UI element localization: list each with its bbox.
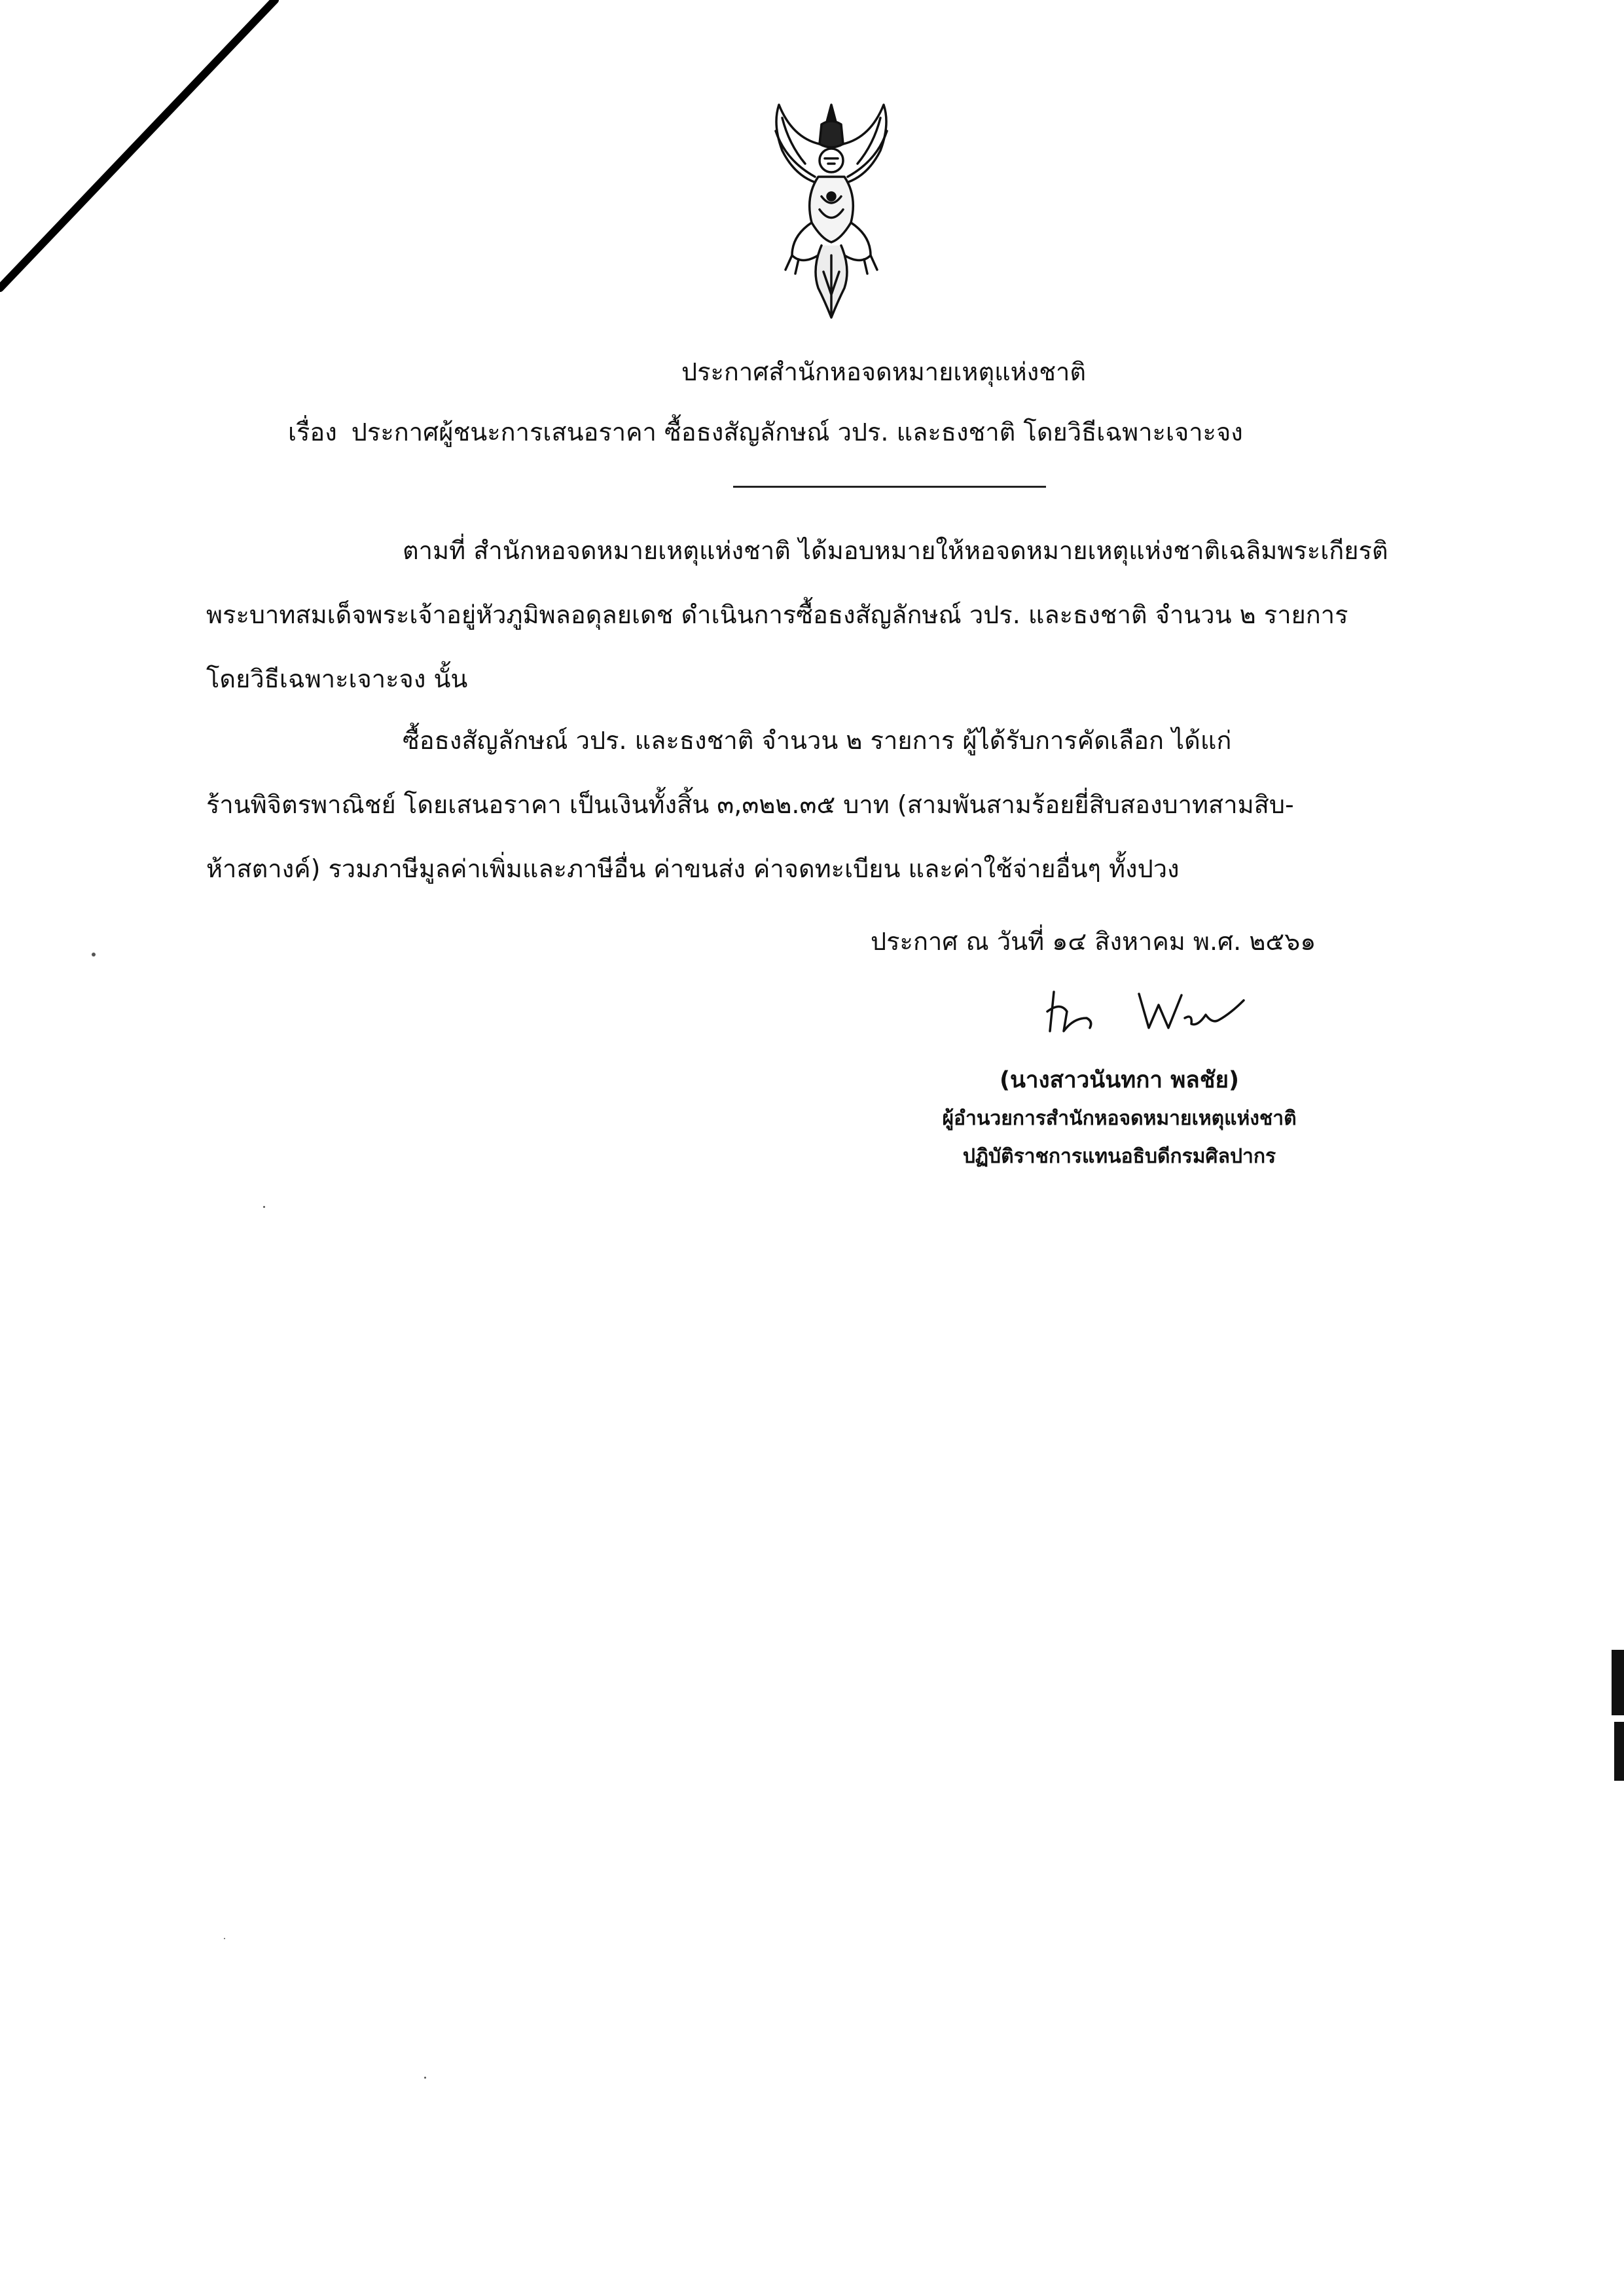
paragraph-award: [206, 708, 1437, 901]
scan-speck: [224, 1938, 225, 1939]
title-divider: [733, 486, 1046, 488]
subject-label: เรื่อง: [288, 418, 337, 446]
document-subject: [288, 412, 1414, 452]
signature-block: [871, 1061, 1368, 1176]
scan-speck: [92, 953, 96, 957]
signatory-name: (นางสาวนันทกา พลชัย): [999, 1067, 1240, 1093]
paragraph-background: [206, 519, 1437, 711]
scan-speck: [263, 1206, 265, 1208]
paragraph-line: ร้านพิจิตรพาณิชย์ โดยเสนอราคา เป็นเงินทั้งสิ้น ๓,๓๒๒.๓๕ บาท (สามพันสามร้อยยี่สิบสองบาทสามสิบ-: [206, 790, 1294, 819]
scan-edge-mark: [1612, 1650, 1624, 1715]
signatory-position: ผู้อำนวยการสำนักหอจดหมายเหตุแห่งชาติ: [942, 1107, 1297, 1130]
handwritten-signature: [1041, 982, 1250, 1041]
paragraph-line: ห้าสตางค์) รวมภาษีมูลค่าเพิ่มและภาษีอื่น ค่าขนส่ง ค่าจดทะเบียน และค่าใช้จ่ายอื่นๆ ทั้งปวง: [206, 854, 1180, 883]
scan-speck: [424, 2077, 426, 2079]
document-title: ประกาศสำนักหอจดหมายเหตุแห่งชาติ: [681, 357, 1087, 386]
subject-text: ประกาศผู้ชนะการเสนอราคา ซื้อธงสัญลักษณ์ วปร. และธงชาติ โดยวิธีเฉพาะเจาะจง: [351, 418, 1243, 446]
paragraph-line: โดยวิธีเฉพาะเจาะจง นั้น: [206, 665, 468, 693]
scan-edge-mark: [1614, 1722, 1624, 1781]
signatory-acting: ปฏิบัติราชการแทนอธิบดีกรมศิลปากร: [962, 1145, 1276, 1168]
paragraph-line: พระบาทสมเด็จพระเจ้าอยู่หัวภูมิพลอดุลยเดช ดำเนินการซื้อธงสัญลักษณ์ วปร. และธงชาติ จำนวน ๒ รายการ: [206, 600, 1348, 629]
paragraph-line: ซื้อธงสัญลักษณ์ วปร. และธงชาติ จำนวน ๒ รายการ ผู้ได้รับการคัดเลือก ได้แก่: [403, 726, 1232, 755]
paragraph-line: ตามที่ สำนักหอจดหมายเหตุแห่งชาติ ได้มอบหมายให้หอจดหมายเหตุแห่งชาติเฉลิมพระเกียรติ: [403, 536, 1388, 565]
announcement-date: ประกาศ ณ วันที่ ๑๔ สิงหาคม พ.ศ. ๒๕๖๑: [871, 927, 1316, 956]
scan-corner-line: [0, 0, 281, 301]
garuda-emblem-icon: [766, 98, 897, 324]
